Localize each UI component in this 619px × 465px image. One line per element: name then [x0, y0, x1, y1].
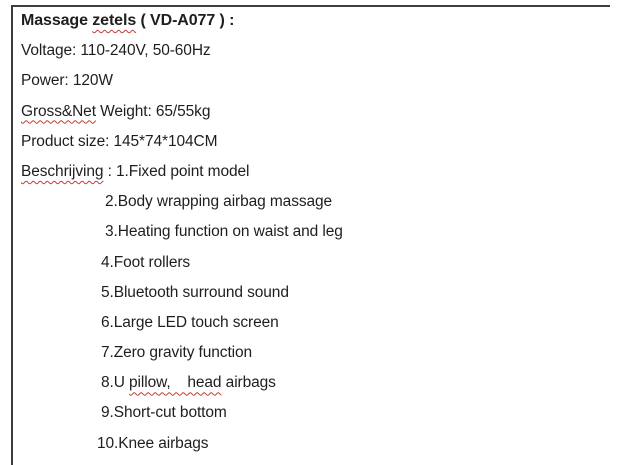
feature-item-8	[21, 368, 619, 398]
spec-line-size: Product size: 145*74*104CM	[21, 132, 218, 150]
feature-item-9: 9.Short-cut bottom	[101, 404, 227, 422]
spec-line-voltage: Voltage: 110-240V, 50-60Hz	[21, 42, 211, 60]
feature-item-3: 3.Heating function on waist and leg	[105, 223, 343, 241]
spec-line-weight	[21, 97, 619, 127]
feature-item-8-prefix: 8.U	[101, 374, 130, 392]
feature-item-5: 5.Bluetooth surround sound	[101, 283, 289, 301]
description-first-feature: : 1.Fixed point model	[103, 162, 250, 180]
feature-item-8-suffix: airbags	[221, 374, 276, 392]
spec-line-power: Power: 120W	[21, 72, 113, 90]
table-cell-border-left	[11, 5, 13, 465]
feature-item-8-misspelled-words: pillow, head	[129, 374, 222, 392]
feature-item-2: 2.Body wrapping airbag massage	[105, 193, 333, 211]
product-title-prefix: Massage	[21, 12, 93, 29]
product-title-model-code: ( VD-A077 ) :	[136, 12, 235, 29]
spec-sheet	[21, 6, 619, 459]
feature-item-7: 7.Zero gravity function	[101, 344, 253, 362]
description-label-line	[21, 157, 619, 187]
feature-item-4: 4.Foot rollers	[101, 253, 191, 271]
spec-weight-value: Weight: 65/55kg	[95, 102, 211, 120]
product-title	[21, 6, 619, 36]
spec-weight-misspelled-word: Gross&Net	[21, 102, 96, 120]
feature-item-10: 10.Knee airbags	[97, 434, 209, 452]
product-title-misspelled-word: zetels	[92, 12, 137, 29]
description-label-misspelled-word: Beschrijving	[21, 162, 104, 180]
feature-item-6: 6.Large LED touch screen	[101, 313, 279, 331]
